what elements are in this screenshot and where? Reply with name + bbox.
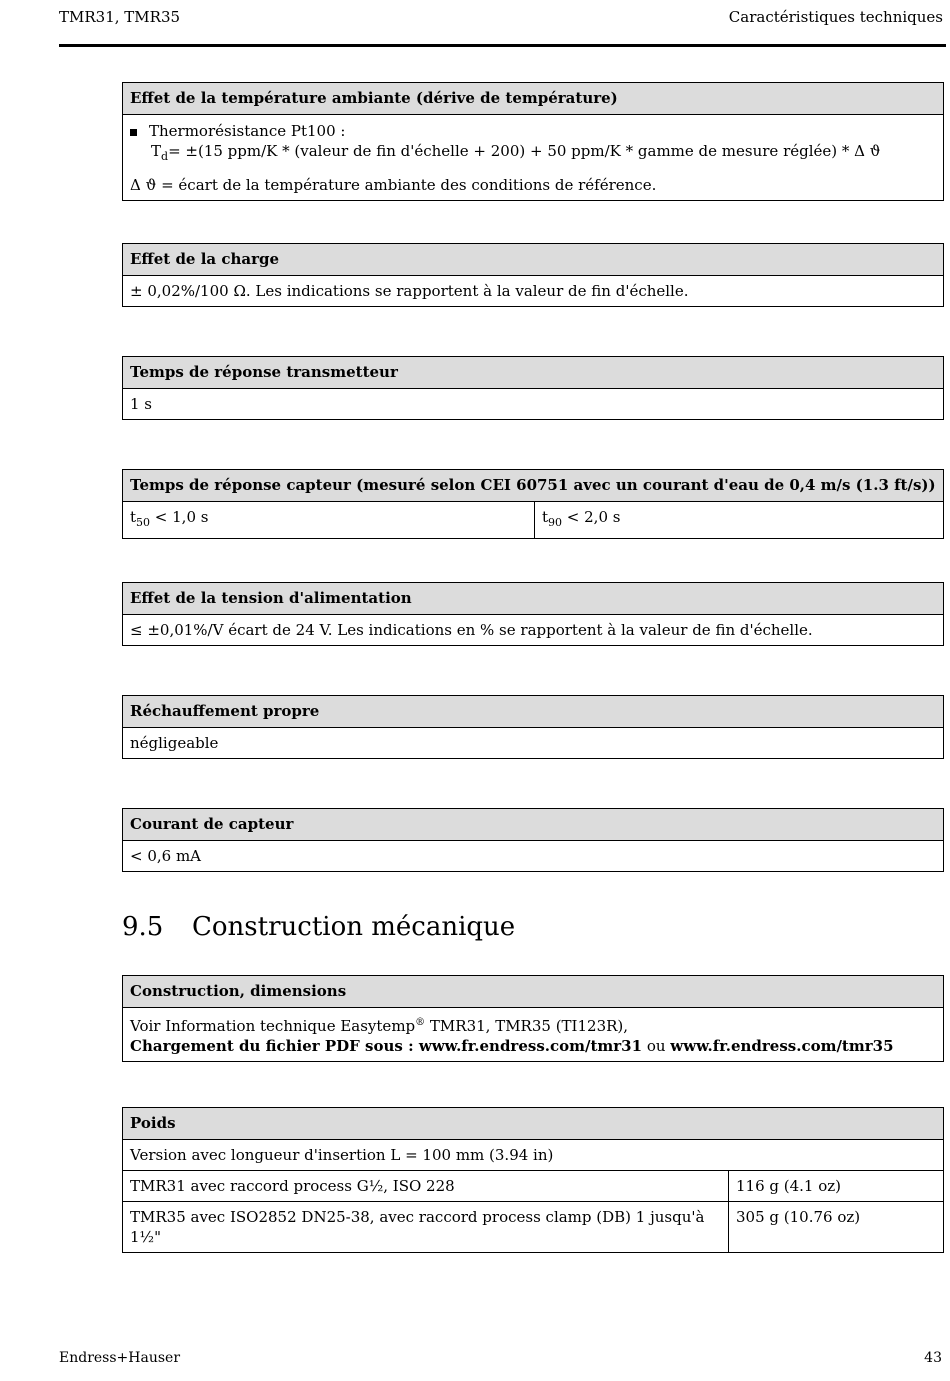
item-title: Thermorésistance Pt100 :	[149, 122, 346, 140]
t-subscript: 50	[136, 516, 151, 529]
table-sensor-response	[122, 469, 944, 539]
t-subscript: 90	[548, 516, 563, 529]
table-row	[123, 1201, 943, 1252]
reference-text: Voir Information technique Easytemp	[130, 1017, 416, 1035]
formula-subscript: d	[161, 150, 169, 163]
table-title: Temps de réponse transmetteur	[123, 357, 943, 389]
row-label: TMR35 avec ISO2852 DN25-38, avec raccord process clamp (DB) 1 jusqu'à 1½"	[130, 1208, 705, 1246]
row-value: 305 g (10.76 oz)	[728, 1202, 943, 1252]
download-link-tmr35[interactable]: www.fr.endress.com/tmr35	[670, 1037, 894, 1055]
download-link-tmr31[interactable]: Chargement du fichier PDF sous : www.fr.endress.com/tmr31	[130, 1037, 643, 1055]
t-symbol: t	[130, 508, 137, 526]
header-chapter: Caractéristiques techniques	[728, 8, 943, 26]
t-value: < 1,0 s	[150, 508, 209, 526]
bullet-icon	[130, 129, 137, 136]
table-title: Réchauffement propre	[123, 696, 943, 728]
table-construction	[122, 975, 944, 1062]
header-product: TMR31, TMR35	[59, 8, 181, 26]
connector-text: ou	[642, 1037, 671, 1055]
footer-brand: Endress+Hauser	[59, 1350, 181, 1366]
table-self-heating	[122, 695, 944, 759]
table-weight	[122, 1107, 944, 1253]
formula-symbol: T	[151, 142, 162, 160]
table-load-effect	[122, 243, 944, 307]
table-body	[123, 115, 943, 200]
table-row	[123, 1170, 943, 1201]
section-number: 9.5	[122, 912, 164, 942]
table-title: Courant de capteur	[123, 809, 943, 841]
header-rule	[59, 44, 946, 47]
table-title: Poids	[123, 1108, 943, 1140]
table-cell: ≤ ±0,01%/V écart de 24 V. Les indications en % se rapportent à la valeur de fin d'échelle.	[130, 621, 813, 639]
table-cell: négligeable	[130, 734, 219, 752]
page-number: 43	[924, 1350, 942, 1366]
table-title: Construction, dimensions	[123, 976, 943, 1008]
table-title: Effet de la tension d'alimentation	[123, 583, 943, 615]
table-title: Effet de la charge	[123, 244, 943, 276]
list-item	[130, 121, 936, 141]
formula-text: = ±(15 ppm/K * (valeur de fin d'échelle + 200) + 50 ppm/K * gamme de mesure réglée) * Δ ϑ	[168, 142, 881, 160]
note: Δ ϑ = écart de la température ambiante des conditions de référence.	[130, 176, 657, 194]
table-sensor-current	[122, 808, 944, 872]
download-line	[130, 1036, 936, 1056]
reference-text-2: TMR31, TMR35 (TI123R),	[425, 1017, 629, 1035]
table-cell-t90	[534, 502, 943, 538]
reference-line	[130, 1013, 936, 1036]
table-cell: ± 0,02%/100 Ω. Les indications se rapportent à la valeur de fin d'échelle.	[130, 282, 689, 300]
section-title: Construction mécanique	[192, 912, 516, 942]
formula	[130, 141, 936, 167]
table-cell	[123, 1008, 943, 1061]
row-value: 116 g (4.1 oz)	[728, 1171, 943, 1201]
table-cell: < 0,6 mA	[130, 847, 202, 865]
table-supply-voltage	[122, 582, 944, 646]
registered-mark: ®	[415, 1017, 426, 1028]
t-value: < 2,0 s	[562, 508, 621, 526]
table-title: Effet de la température ambiante (dérive de température)	[123, 83, 943, 115]
t-symbol: t	[542, 508, 549, 526]
row-label: TMR31 avec raccord process G½, ISO 228	[130, 1177, 455, 1195]
table-transmitter-response	[122, 356, 944, 420]
table-cell-t50	[123, 502, 534, 538]
table-cell: 1 s	[130, 395, 153, 413]
table-row: Version avec longueur d'insertion L = 100 mm (3.94 in)	[130, 1146, 554, 1164]
table-ambient-temperature	[122, 82, 944, 201]
table-row	[123, 502, 943, 538]
table-title: Temps de réponse capteur (mesuré selon CEI 60751 avec un courant d'eau de 0,4 m/s (1.3 ft/s))	[123, 470, 943, 502]
